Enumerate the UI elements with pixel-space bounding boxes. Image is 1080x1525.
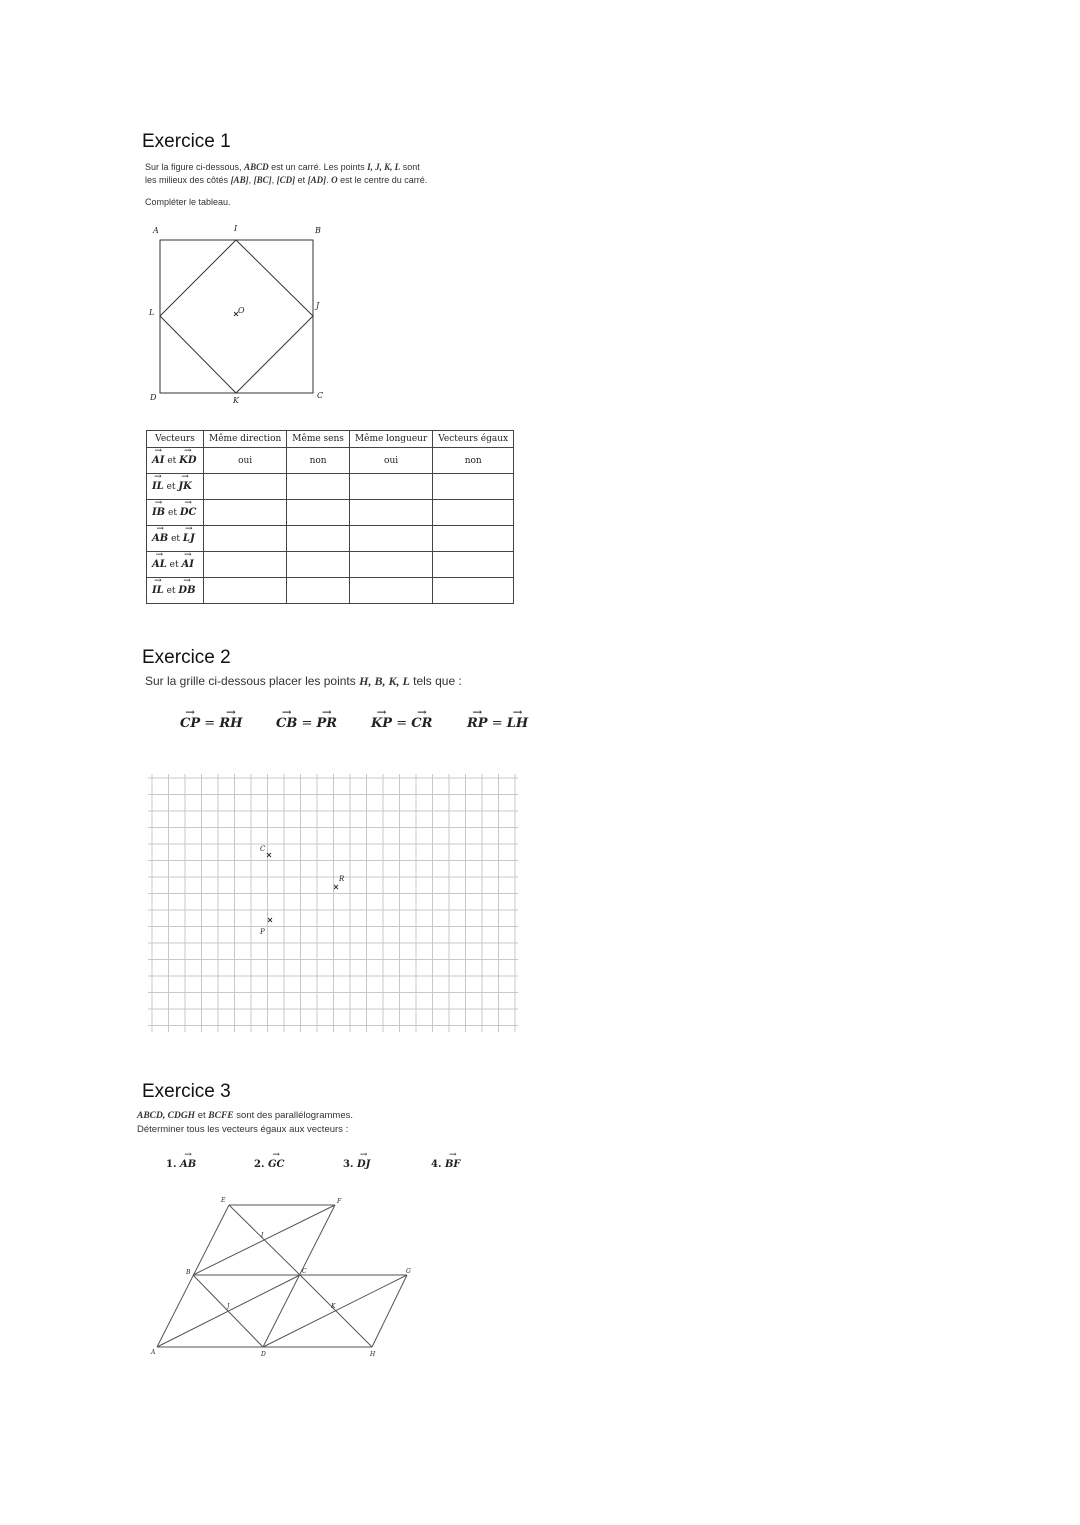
segment-dg (263, 1275, 407, 1347)
et: et (171, 534, 181, 544)
ex3-statement (137, 1109, 477, 1136)
ex1-instruction: Compléter le tableau. (145, 197, 231, 207)
ex1-text: Sur la figure ci-dessous, (145, 162, 242, 172)
ex3-text: sont des parallélogrammes. (236, 1110, 353, 1121)
label-k: K (233, 396, 239, 405)
cell-sens[interactable] (287, 552, 350, 578)
et: et (169, 560, 179, 570)
ex1-points: I, J, K, L (367, 162, 401, 172)
cell-egaux[interactable]: non (433, 448, 514, 474)
vector: → AI (182, 559, 194, 570)
cell-vectors (147, 474, 204, 500)
label-o: O (238, 306, 245, 315)
ex1-side: [AB] (230, 175, 249, 185)
vector: → JK (178, 481, 191, 492)
cell-vectors (147, 448, 204, 474)
cell-direction[interactable] (204, 578, 287, 604)
label-a: A (153, 226, 159, 235)
th-direction: Même direction (204, 431, 287, 448)
et: et (167, 456, 177, 466)
ex2-text: Sur la grille ci-dessous placer les points (145, 674, 356, 688)
ex3-question-4 (431, 1159, 461, 1170)
cell-longueur[interactable] (349, 552, 432, 578)
et: et (168, 508, 177, 518)
label-f: F (337, 1198, 342, 1205)
segment-ae (157, 1205, 229, 1347)
table-header-row (147, 431, 514, 448)
point-r-mark (334, 885, 338, 889)
ex3-text: et (197, 1110, 206, 1121)
cell-egaux[interactable] (433, 500, 514, 526)
vector: → AB (152, 533, 168, 544)
vector: → LH (507, 716, 528, 731)
table-row (147, 500, 514, 526)
ex3-parallelogram-figure (140, 1190, 430, 1365)
label-e: E (221, 1197, 226, 1204)
grid-lines (148, 774, 518, 1032)
ex2-grid (148, 774, 523, 1036)
cell-longueur[interactable] (349, 474, 432, 500)
th-vecteurs: Vecteurs (147, 431, 204, 448)
ex1-title: Exercice 1 (142, 131, 231, 152)
vector: → AB (180, 1159, 196, 1170)
vector: → CB (276, 716, 297, 731)
th-sens: Même sens (287, 431, 350, 448)
cell-vectors (147, 552, 204, 578)
cell-direction[interactable] (204, 500, 287, 526)
cell-vectors (147, 500, 204, 526)
point-p-mark (268, 918, 272, 922)
ex1-square-name: ABCD (244, 162, 269, 172)
ex2-equality-3 (371, 716, 432, 731)
et: et (166, 586, 176, 596)
cell-egaux[interactable] (433, 526, 514, 552)
ex1-side: [AD] (307, 175, 327, 185)
ex1-text: sont (402, 162, 420, 172)
equals: = (491, 716, 503, 731)
label-d: D (150, 393, 157, 402)
table-row (147, 526, 514, 552)
cell-egaux[interactable] (433, 578, 514, 604)
ex3-title: Exercice 3 (142, 1081, 231, 1102)
ex1-text: est le centre du carré. (340, 175, 428, 185)
label-p: P (260, 928, 265, 936)
ex1-table (146, 430, 514, 604)
label-a: A (151, 1349, 156, 1356)
vector: → RH (219, 716, 242, 731)
vector: → BF (445, 1159, 461, 1170)
label-k: K (331, 1303, 336, 1310)
ex1-center: O (331, 175, 338, 185)
vector: → LJ (183, 533, 195, 544)
vector: → AL (152, 559, 167, 570)
label-b: B (315, 226, 321, 235)
vector: → CR (411, 716, 432, 731)
label-c: C (317, 391, 324, 400)
th-egaux: Vecteurs égaux (433, 431, 514, 448)
equals: = (204, 716, 216, 731)
label-i: I (261, 1232, 264, 1239)
vector: → PR (317, 716, 338, 731)
question-number: 1. (166, 1159, 177, 1170)
cell-longueur[interactable]: oui (349, 448, 432, 474)
vector: → IB (152, 507, 165, 518)
cell-longueur[interactable] (349, 526, 432, 552)
cell-vectors (147, 526, 204, 552)
question-number: 3. (343, 1159, 354, 1170)
ex3-question-1 (166, 1159, 196, 1170)
ex3-question-3 (343, 1159, 370, 1170)
cell-sens[interactable] (287, 474, 350, 500)
label-b: B (186, 1269, 191, 1276)
vector: → CP (180, 716, 200, 731)
ex1-square-figure (140, 218, 340, 408)
vector: → IL (152, 585, 164, 596)
ex3-math: ABCD, CDGH (137, 1111, 196, 1121)
ex2-equality-1 (180, 716, 242, 731)
ex2-points: H, B, K, L (359, 674, 410, 688)
label-i: I (234, 224, 238, 233)
ex2-equality-4 (467, 716, 528, 731)
cell-vectors (147, 578, 204, 604)
cell-egaux[interactable] (433, 474, 514, 500)
segment-ec (229, 1205, 300, 1275)
cell-longueur[interactable] (349, 578, 432, 604)
segment-hg (372, 1275, 407, 1347)
ex3-math: BCFE (208, 1111, 234, 1121)
label-l: L (149, 308, 155, 317)
et: et (166, 482, 176, 492)
vector: → DC (180, 507, 197, 518)
ex2-title: Exercice 2 (142, 647, 231, 668)
cell-direction[interactable] (204, 552, 287, 578)
cell-direction[interactable] (204, 474, 287, 500)
table-row (147, 474, 514, 500)
ex2-equality-2 (276, 716, 337, 731)
label-j: J (316, 301, 320, 310)
cell-direction[interactable]: oui (204, 448, 287, 474)
ex3-text: Déterminer tous les vecteurs égaux aux vecteurs : (137, 1124, 349, 1135)
label-h: H (370, 1351, 376, 1358)
ex1-text: les milieux des côtés (145, 175, 229, 185)
ex2-text: tels que : (413, 674, 462, 688)
cell-egaux[interactable] (433, 552, 514, 578)
ex1-side: [BC] (253, 175, 272, 185)
ex1-text: et (297, 175, 306, 185)
table-row (147, 578, 514, 604)
question-number: 4. (431, 1159, 442, 1170)
th-longueur: Même longueur (349, 431, 432, 448)
segment-bd (193, 1275, 263, 1347)
vector: → GC (268, 1159, 285, 1170)
label-j: J (227, 1303, 230, 1310)
equals: = (396, 716, 408, 731)
cell-sens[interactable] (287, 526, 350, 552)
vector: → AI (152, 455, 164, 466)
label-g: G (406, 1268, 411, 1275)
table-row (147, 552, 514, 578)
cell-longueur[interactable] (349, 500, 432, 526)
vector: → RP (467, 716, 488, 731)
equals: = (301, 716, 313, 731)
vector: → DB (178, 585, 195, 596)
vector: → KP (371, 716, 392, 731)
label-c: C (302, 1268, 307, 1275)
ex2-intro (145, 674, 462, 689)
ex1-text: est un carré. Les points (271, 162, 365, 172)
ex1-statement: Sur la figure ci-dessous, ABCD est un carré. Les points I, J, K, L sont les milieux des côtés [AB], [BC], [CD] et [AD]. O est le centre du carré. (145, 162, 428, 185)
vector: → DJ (357, 1159, 370, 1170)
vector: → KD (179, 455, 196, 466)
ex1-side: [CD] (276, 175, 296, 185)
question-number: 2. (254, 1159, 265, 1170)
square-abcd (160, 240, 313, 393)
vector: → IL (152, 481, 164, 492)
cell-sens[interactable]: non (287, 448, 350, 474)
square-ijkl (160, 240, 313, 393)
label-d: D (261, 1351, 266, 1358)
cell-direction[interactable] (204, 526, 287, 552)
cell-sens[interactable] (287, 500, 350, 526)
ex3-question-2 (254, 1159, 284, 1170)
cell-sens[interactable] (287, 578, 350, 604)
table-row (147, 448, 514, 474)
label-c: C (260, 845, 266, 853)
label-r: R (339, 875, 345, 883)
